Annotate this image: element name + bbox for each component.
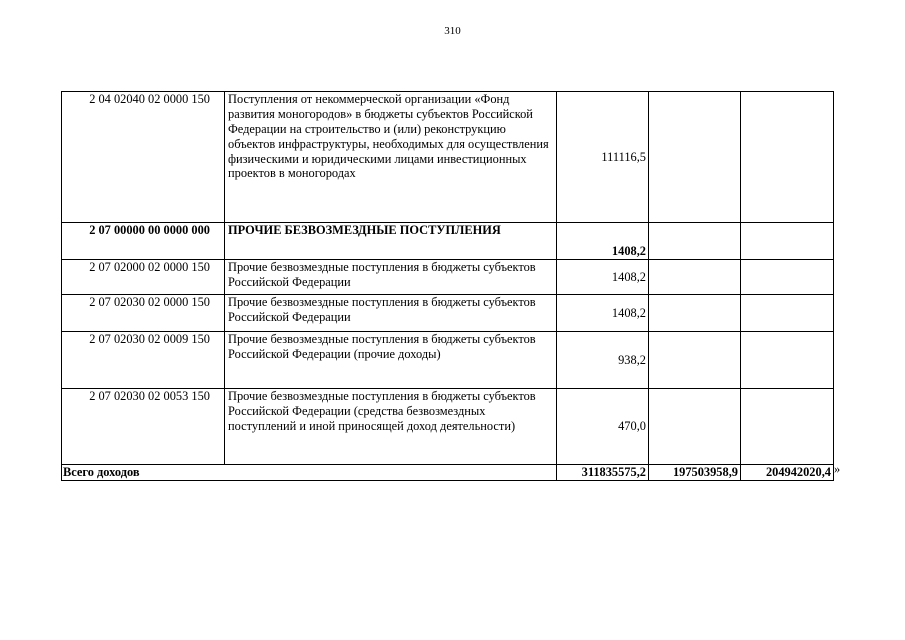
row-value-3 bbox=[741, 92, 834, 223]
total-value-2: 197503958,9 bbox=[649, 465, 741, 481]
row-value-3 bbox=[741, 332, 834, 389]
row-name: Прочие безвозмездные поступления в бюджеты субъектов Российской Федерации bbox=[225, 260, 557, 295]
row-code: 2 04 02040 02 0000 150 bbox=[62, 92, 225, 223]
page-number: 310 bbox=[444, 25, 461, 37]
row-value-3 bbox=[741, 260, 834, 295]
table-row bbox=[62, 295, 834, 332]
table-row bbox=[62, 92, 834, 223]
table-row bbox=[62, 389, 834, 465]
total-value-1: 311835575,2 bbox=[557, 465, 649, 481]
row-value-1: 111116,5 bbox=[557, 92, 649, 223]
row-value-3 bbox=[741, 223, 834, 260]
row-code: 2 07 02030 02 0000 150 bbox=[62, 295, 225, 332]
row-value-1: 1408,2 bbox=[557, 295, 649, 332]
row-value-2 bbox=[649, 332, 741, 389]
table-row bbox=[62, 332, 834, 389]
row-name: Прочие безвозмездные поступления в бюджеты субъектов Российской Федерации bbox=[225, 295, 557, 332]
row-value-1: 1408,2 bbox=[557, 223, 649, 260]
total-label: Всего доходов bbox=[62, 465, 557, 481]
row-value-3 bbox=[741, 295, 834, 332]
row-code: 2 07 02030 02 0053 150 bbox=[62, 389, 225, 465]
row-value-2 bbox=[649, 92, 741, 223]
row-code: 2 07 02000 02 0000 150 bbox=[62, 260, 225, 295]
table-row bbox=[62, 223, 834, 260]
revenue-table bbox=[61, 91, 834, 481]
row-value-1: 1408,2 bbox=[557, 260, 649, 295]
row-value-2 bbox=[649, 260, 741, 295]
row-value-3 bbox=[741, 389, 834, 465]
row-value-2 bbox=[649, 295, 741, 332]
total-row bbox=[62, 465, 834, 481]
row-name: Прочие безвозмездные поступления в бюджеты субъектов Российской Федерации (средства безвозмездных поступлений и иной приносящей доход деятельности) bbox=[225, 389, 557, 465]
row-value-2 bbox=[649, 223, 741, 260]
table-row bbox=[62, 260, 834, 295]
row-value-2 bbox=[649, 389, 741, 465]
closing-quote: » bbox=[834, 462, 841, 476]
row-value-1: 470,0 bbox=[557, 389, 649, 465]
total-value-3: 204942020,4 bbox=[741, 465, 834, 481]
row-code: 2 07 02030 02 0009 150 bbox=[62, 332, 225, 389]
row-name: ПРОЧИЕ БЕЗВОЗМЕЗДНЫЕ ПОСТУПЛЕНИЯ bbox=[225, 223, 557, 260]
row-name: Поступления от некоммерческой организации «Фонд развития моногородов» в бюджеты субъектов Российской Федерации на строительство и (или) реконструкцию объектов инфраструктуры, необходимых для осуществления физическими и юридическими лицами инвестиционных проектов в моногородах bbox=[225, 92, 557, 223]
row-value-1: 938,2 bbox=[557, 332, 649, 389]
row-code: 2 07 00000 00 0000 000 bbox=[62, 223, 225, 260]
row-name: Прочие безвозмездные поступления в бюджеты субъектов Российской Федерации (прочие доходы) bbox=[225, 332, 557, 389]
